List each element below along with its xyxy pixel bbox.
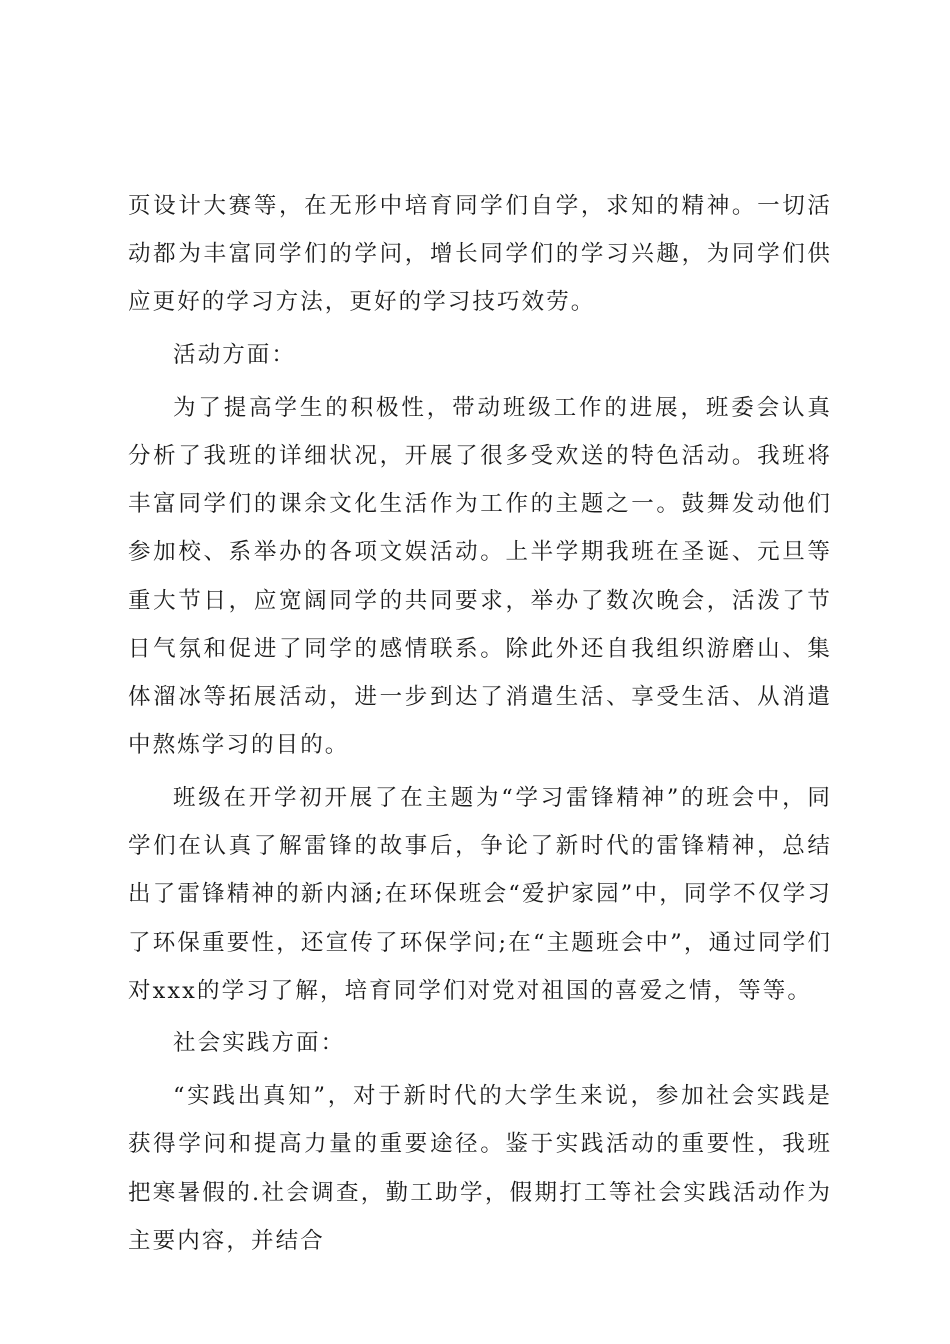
paragraph-social-practice: “实践出真知”，对于新时代的大学生来说，参加社会实践是获得学问和提高力量的重要途径。鉴于实践活动的重要性，我班把寒暑假的.社会调查，勤工助学，假期打工等社会实践活动作为主要内容，并结合 xyxy=(128,1083,832,1254)
paragraph-continuation: 页设计大赛等，在无形中培育同学们自学，求知的精神。一切活动都为丰富同学们的学问，增长同学们的学习兴趣，为同学们供应更好的学习方法，更好的学习技巧效劳。 xyxy=(128,193,832,316)
section-heading-social-practice: 社会实践方面： xyxy=(173,1030,346,1057)
document-body xyxy=(128,182,832,1269)
paragraph-class-meetings: 班级在开学初开展了在主题为“学习雷锋精神”的班会中，同学们在认真了解雷锋的故事后，争论了新时代的雷锋精神，总结出了雷锋精神的新内涵;在环保班会“爱护家园”中，同学不仅学习了环保重要性，还宣传了环保学问;在“主题班会中”，通过同学们对xxx的学习了解，培育同学们对党对祖国的喜爱之情，等等。 xyxy=(128,784,832,1004)
section-heading-activities: 活动方面： xyxy=(173,342,297,369)
paragraph-activities: 为了提高学生的积极性，带动班级工作的进展，班委会认真分析了我班的详细状况，开展了很多受欢送的特色活动。我班将丰富同学们的课余文化生活作为工作的主题之一。鼓舞发动他们参加校、系举办的各项文娱活动。上半学期我班在圣诞、元旦等重大节日，应宽阔同学的共同要求，举办了数次晚会，活泼了节日气氛和促进了同学的感情联系。除此外还自我组织游磨山、集体溜冰等拓展活动，进一步到达了消遣生活、享受生活、从消遣中熬炼学习的目的。 xyxy=(128,394,832,759)
